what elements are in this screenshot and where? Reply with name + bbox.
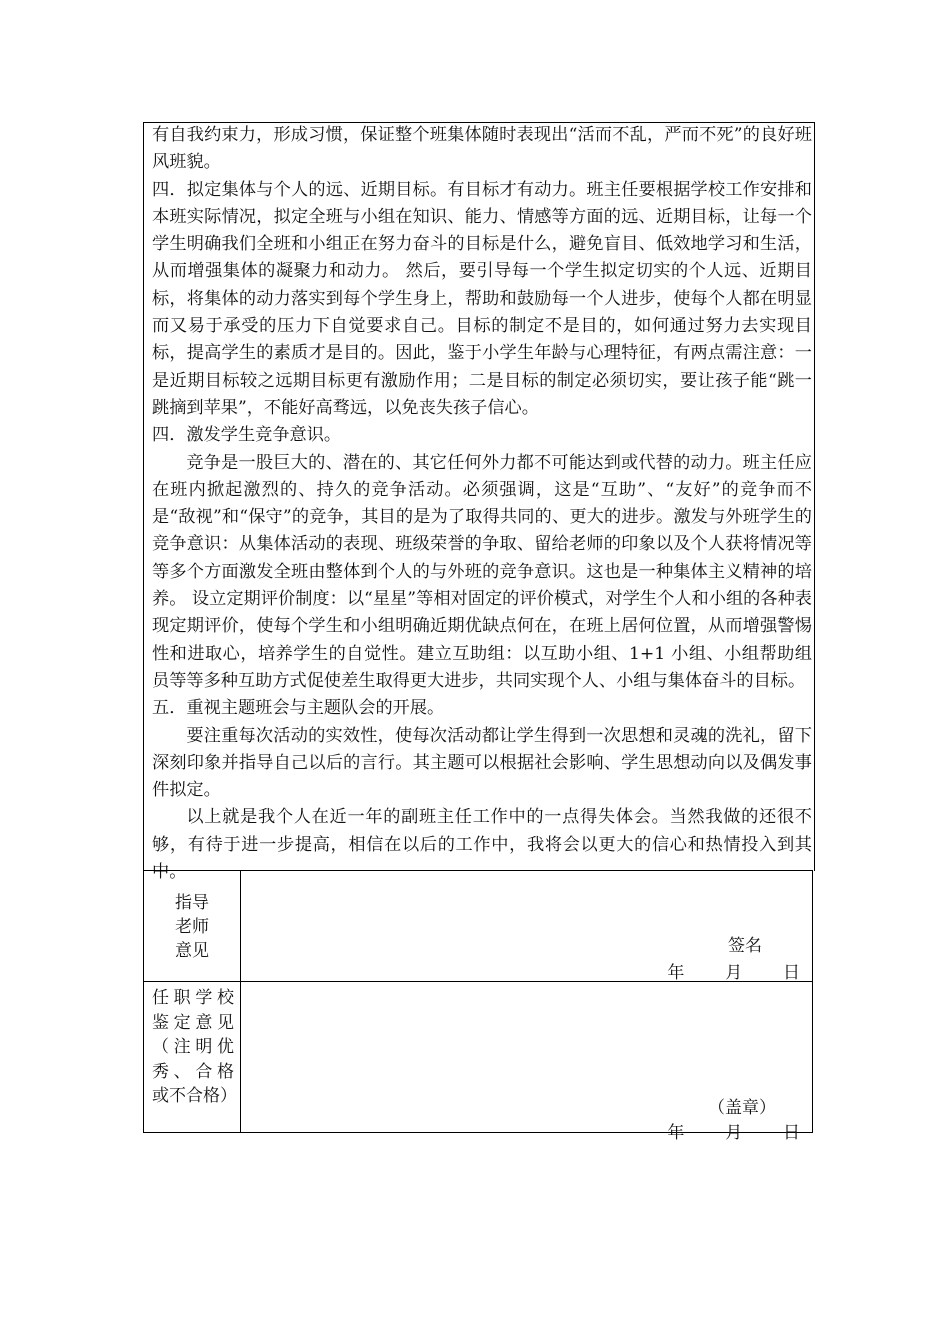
month-label: 月 [725,963,743,983]
school-appraisal-field[interactable] [241,982,813,1143]
school-appraisal-row [144,982,813,1133]
paragraph-7: 以上就是我个人在近一年的副班主任工作中的一点得失体会。当然我做的还很不够，有待于进一步提高，相信在以后的工作中，我将会以更大的信心和热情投入到其中。 [152,807,812,883]
opinion-table [143,870,813,1143]
day-label: 日 [783,1123,800,1143]
advisor-date [667,958,800,983]
year-label: 年 [667,963,685,983]
paragraph-1: 有自我约束力，形成习惯，保证整个班集体随时表现出“活而不乱，严而不死”的良好班风班貌。 [152,125,812,173]
signature-label: 签名 [728,936,762,956]
label-line-3: 意见 [175,941,209,961]
school-date [667,1118,800,1143]
advisor-opinion-field[interactable] [241,871,813,982]
month-label: 月 [725,1123,743,1143]
paragraph-2: 四．拟定集体与个人的远、近期目标。有目标才有动力。班主任要根据学校工作安排和本班实际情况，拟定全班与小组在知识、能力、情感等方面的远、近期目标，让每一个学生明确我们全班和小组正在努力奋斗的目标是什么，避免盲目、低效地学习和生活，从而增强集体的凝聚力和动力。 然后，要引导每一个学生拟定切实的个人远、近期目标，将集体的动力落实到每个学生身上，帮助和鼓励每一个人进步，使每个人都在明显而又易于承受的压力下自觉要求自己。目标的制定不是目的，如何通过努力去实现目标，提高学生的素质才是目的。因此，鉴于小学生年龄与心理特征，有两点需注意：一是近期目标较之远期目标更有激励作用；二是目标的制定必须切实，要让孩子能“跳一跳摘到苹果”，不能好高骛远，以免丧失孩子信心。 [152,179,812,418]
label-line-1: 指导 [175,893,209,913]
advisor-opinion-label [144,871,241,982]
year-label: 年 [667,1123,685,1143]
stamp-label: （盖章） [708,1098,776,1118]
paragraph-5-heading: 五．重视主题班会与主题队会的开展。 [152,698,445,719]
advisor-opinion-row [144,871,813,982]
paragraph-4: 竞争是一股巨大的、潜在的、其它任何外力都不可能达到或代替的动力。班主任应在班内掀起激烈的、持久的竞争活动。必须强调，这是“互助”、“友好”的竞争而不是“敌视”和“保守”的竞争，其目的是为了取得共同的、更大的进步。激发与外班学生的竞争意识：从集体活动的表现、班级荣誉的争取、留给老师的印象以及个人获将情况等等多个方面激发全班由整体到个人的与外班的竞争意识。这也是一种集体主义精神的培养。 设立定期评价制度：以“星星”等相对固定的评价模式，对学生个人和小组的各种表现定期评价，使每个学生和小组明确近期优缺点何在，在班上居何位置，从而增强警惕性和进取心，培养学生的自觉性。建立互助组：以互助小组、1+1 小组、小组帮助组员等等多种互助方式促使差生取得更大进步，共同实现个人、小组与集体奋斗的目标。 [152,452,812,691]
school-appraisal-label: 任职学校鉴定意见（注明优秀、合格或不合格） [144,982,241,1133]
paragraph-3-heading: 四．激发学生竞争意识。 [152,425,342,446]
essay-body [152,122,812,886]
paragraph-6: 要注重每次活动的实效性，使每次活动都让学生得到一次思想和灵魂的洗礼，留下深刻印象并指导自己以后的言行。其主题可以根据社会影响、学生思想动向以及偶发事件拟定。 [152,725,812,801]
label-line-2: 老师 [175,917,209,937]
day-label: 日 [783,963,800,983]
